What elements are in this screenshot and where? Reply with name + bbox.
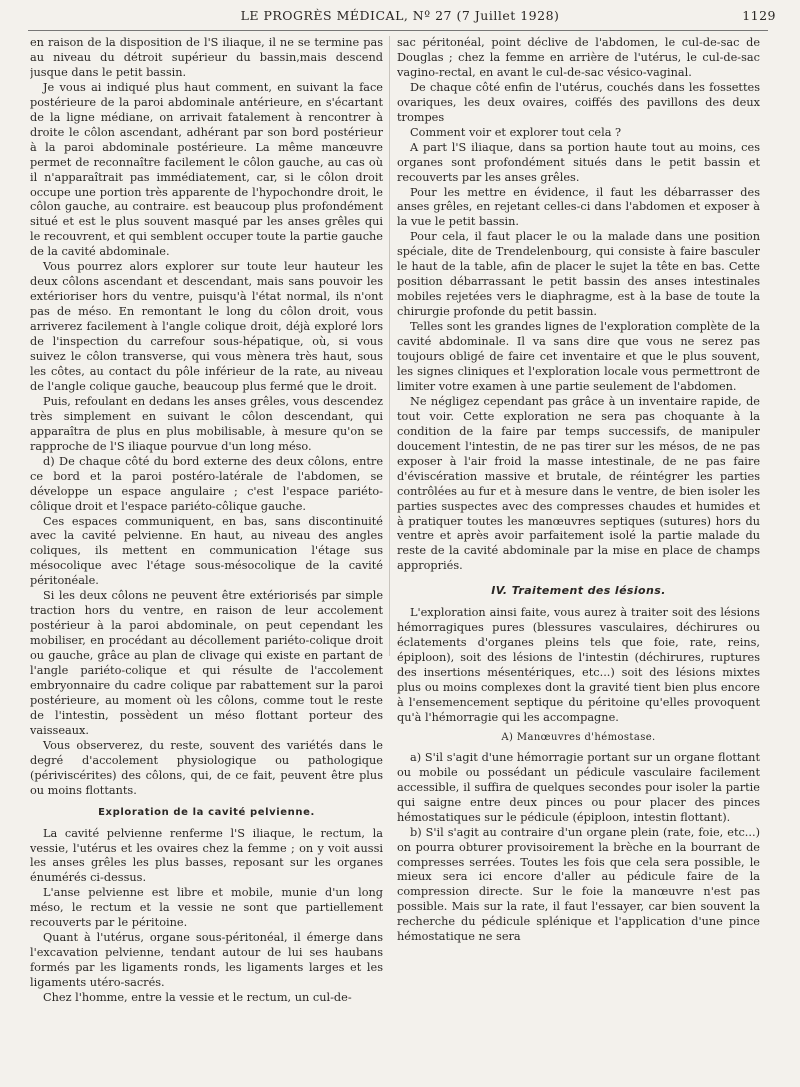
header-rule: [28, 30, 768, 31]
chapter-heading: IV. Traitement des lésions.: [491, 584, 666, 598]
paragraph: L'anse pelvienne est libre et mobile, munie d'un long méso, le rectum et la vessie ne sont que partiellement recouverts par le péritoine.: [30, 886, 383, 930]
subsection-heading: A) Manœuvres d'hémostase.: [501, 731, 656, 743]
paragraph: A part l'S iliaque, dans sa portion haute tout au moins, ces organes sont profondément situés dans le petit bassin et recouverts par les anses grêles.: [397, 140, 760, 184]
left-column: [30, 36, 383, 1081]
page-header: [24, 8, 776, 30]
paragraph: en raison de la disposition de l'S iliaque, il ne se termine pas au niveau du détroit supérieur du bassin,mais descend jusque dans le petit bassin.: [30, 36, 383, 79]
paragraph: De chaque côté enfin de l'utérus, couchés dans les fossettes ovariques, les deux ovaires, coiffés des pavillons des deux trompes: [397, 80, 760, 124]
paragraph: L'exploration ainsi faite, vous aurez à traiter soit des lésions hémorragiques pures (blessures vasculaires, déchirures ou éclatements d'organes pleins tels que foie, rate, reins, épiploon), soit des lésions de l'intestin (déchirures, ruptures des insertions mésentériques, etc...) soit des lésions mixtes plus ou moins complexes dont la gravité tient bien plus encore à l'ensemencement septique du péritoine qu'elles provoquent qu'à l'hémorragie qui les accompagne.: [397, 606, 760, 724]
right-column: [397, 36, 760, 1081]
paragraph: sac péritonéal, point déclive de l'abdomen, le cul-de-sac de Douglas ; chez la femme en arrière de l'utérus, le cul-de-sac vagino-rectal, en avant le cul-de-sac vésico-vaginal.: [397, 36, 760, 79]
journal-title: LE PROGRÈS MÉDICAL, Nº 27 (7 Juillet 1928): [240, 8, 560, 23]
paragraph: Vous pourrez alors explorer sur toute leur hauteur les deux côlons ascendant et descendant, mais sans pouvoir les extérioriser hors du ventre, puisqu'à l'état normal, ils n'ont pas de méso. En remontant le long du côlon droit, vous arriverez facilement à l'angle colique droit, déjà exploré lors de l'inspection du carrefour sous-hépatique, où, si vous suivez le côlon transverse, qui vous mènera très haut, sous les côtes, au contact du pôle inférieur de la rate, au niveau de l'angle colique gauche, beaucoup plus fermé que le droit.: [30, 260, 383, 393]
paragraph: Ces espaces communiquent, en bas, sans discontinuité avec la cavité pelvienne. En haut, au niveau des angles coliques, ils mettent en communication l'étage sus mésocolique avec l'étage sous-mésocolique de la cavité péritonéale.: [30, 514, 383, 588]
paragraph: Je vous ai indiqué plus haut comment, en suivant la face postérieure de la paroi abdominale antérieure, en s'écartant de la ligne médiane, on arrivait fatalement à rencontrer à droite le côlon ascendant, adhérant par son bord postérieur à la paroi abdominale postérieure. La même manœuvre permet de reconnaître facilement le côlon gauche, au cas où il n'apparaîtrait pas immédiatement, car, si le côlon droit occupe une portion très apparente de l'hypochondre droit, le côlon gauche, au contraire. est beaucoup plus profondément situé et est le plus souvent masqué par les anses grêles qui le recouvrent, et qui semblent occuper toute la partie gauche de la cavité abdominale.: [30, 80, 383, 259]
column-divider: [389, 36, 390, 656]
paragraph: a) S'il s'agit d'une hémorragie portant sur un organe flottant ou mobile ou possédant un pédicule vasculaire facilement accessible, il suffira de quelques secondes pour isoler la partie qui saigne entre deux pinces ou pour placer des pinces hémostatiques sur le pédicule (épiploon, intestin flottant).: [397, 750, 760, 824]
paragraph: d) De chaque côté du bord externe des deux côlons, entre ce bord et la paroi postéro-latérale de l'abdomen, se développe un espace angulaire ; c'est l'espace pariéto-côlique droit et l'espace pariéto-côlique gauche.: [30, 454, 383, 513]
paragraph: Pour les mettre en évidence, il faut les débarrasser des anses grêles, en rejetant celles-ci dans l'abdomen et exposer à la vue le petit bassin.: [397, 185, 760, 229]
paragraph: Pour cela, il faut placer le ou la malade dans une position spéciale, dite de Trendelenbourg, qui consiste à faire basculer le haut de la table, afin de placer le sujet la tête en bas. Cette position débarrassant le petit bassin des anses intestinales mobiles rejetées vers le diaphragme, est à la base de toute la chirurgie profonde du petit bassin.: [397, 230, 760, 319]
paragraph: b) S'il s'agit au contraire d'un organe plein (rate, foie, etc...) on pourra obturer provisoirement la brèche en la bourrant de compresses serrées. Toutes les fois que cela sera possible, le mieux sera ici encore d'aller au pédicule faire de la compression directe. Sur le foie la manœuvre n'est pas possible. Mais sur la rate, il faut l'essayer, car bien souvent la recherche du pédicule splénique et l'application d'une pince hémostatique ne sera: [397, 825, 760, 944]
paragraph: Vous observerez, du reste, souvent des variétés dans le degré d'accolement physiologique ou pathologique (périviscérites) des côlons, qui, de ce fait, peuvent être plus ou moins flottants.: [30, 738, 383, 797]
paragraph: Telles sont les grandes lignes de l'exploration complète de la cavité abdominale. Il va sans dire que vous ne serez pas toujours obligé de faire cet inventaire et que le plus souvent, les signes cliniques et l'exploration locale vous permettront de limiter votre examen à une partie seulement de l'abdomen.: [397, 320, 760, 393]
paragraph: Ne négligez cependant pas grâce à un inventaire rapide, de tout voir. Cette exploration ne sera pas choquante à la condition de la faire par temps successifs, de manipuler doucement l'intestin, de ne pas tirer sur les mésos, de ne pas exposer à l'air froid la masse intestinale, de ne pas faire d'éviscération massive et brutale, de réintégrer les parties contrôlées au fur et à mesure dans le ventre, de bien isoler les parties suspectes avec des compresses chaudes et humides et à pratiquer toutes les manœuvres septiques (sutures) hors du ventre et après avoir parfaitement isolé la partie malade du reste de la cavité abdominale par la mise en place de champs appropriés.: [397, 394, 760, 573]
paragraph: Chez l'homme, entre la vessie et le rectum, un cul-de-: [43, 991, 352, 1005]
paragraph: Quant à l'utérus, organe sous-péritonéal, il émerge dans l'excavation pelvienne, tendant autour de lui ses haubans formés par les ligaments ronds, les ligaments larges et les ligaments utéro-sacrés.: [30, 931, 383, 990]
paragraph: Comment voir et explorer tout cela ?: [410, 125, 622, 139]
section-heading: Exploration de la cavité pelvienne.: [98, 806, 315, 818]
paragraph: La cavité pelvienne renferme l'S iliaque, le rectum, la vessie, l'utérus et les ovaires chez la femme ; on y voit aussi les anses grêles les plus basses, reposant sur les organes énumérés ci-dessus.: [30, 826, 383, 885]
paragraph: Puis, refoulant en dedans les anses grêles, vous descendez très simplement en suivant le côlon descendant, qui apparaîtra de plus en plus mobilisable, à mesure qu'on se rapproche de l'S iliaque pourvue d'un long méso.: [30, 394, 383, 453]
page-number: 1129: [742, 8, 776, 23]
paragraph: Si les deux côlons ne peuvent être extériorisés par simple traction hors du ventre, en raison de leur accolement postérieur à la paroi abdominale, on peut cependant les mobiliser, en procédant au décollement pariéto-colique droit ou gauche, grâce au plan de clivage qui existe en partant de l'angle pariéto-colique et qui résulte de l'accolement embryonnaire du cadre colique par rabattement sur la paroi postérieure, au moment où les côlons, comme tout le reste de l'intestin, possèdent un méso flottant porteur des vaisseaux.: [30, 589, 383, 737]
